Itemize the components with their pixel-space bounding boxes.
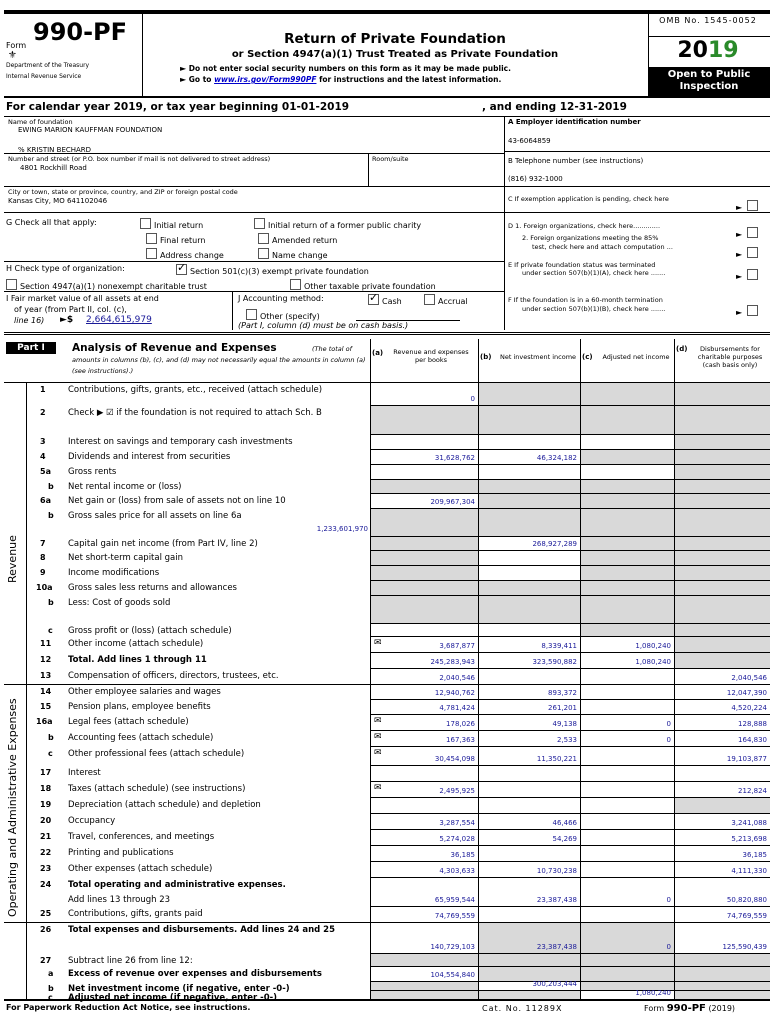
line-number: 3 — [40, 437, 46, 446]
d1-label: D 1. Foreign organizations, check here............. — [508, 222, 661, 230]
amount-col-d: 19,103,877 — [726, 755, 767, 763]
c-label: C If exemption application is pending, check here — [508, 195, 669, 203]
amount-col-c: 1,080,240 — [635, 989, 671, 997]
amount-col-b: 8,339,411 — [541, 642, 577, 650]
amount-col-b: 46,466 — [552, 819, 577, 827]
row-rule — [370, 813, 770, 814]
shaded-cell — [581, 406, 674, 434]
line-label: Subtract line 26 from line 12: — [68, 956, 193, 966]
attachment-icon[interactable]: ✉ — [374, 732, 382, 742]
line-number: 4 — [40, 452, 46, 461]
line-label: Less: Cost of goods sold — [68, 598, 171, 608]
amount-col-a: 31,628,762 — [434, 454, 475, 462]
shaded-cell — [479, 991, 580, 999]
line-label: Legal fees (attach schedule) — [68, 717, 189, 727]
form-label: Form — [6, 41, 27, 50]
line-number: 7 — [40, 539, 46, 548]
shaded-cell — [581, 566, 674, 580]
shaded-cell — [675, 982, 770, 990]
amount-col-d: 36,185 — [742, 851, 767, 859]
shaded-cell — [581, 551, 674, 565]
row-rule — [370, 781, 770, 782]
col-b-tag: (b) — [480, 353, 492, 361]
amount-col-b: 261,201 — [548, 704, 577, 712]
amount-col-a: 140,729,103 — [430, 943, 475, 951]
amount-col-d: 74,769,559 — [726, 912, 767, 920]
part-label: Part I — [6, 342, 56, 354]
row-rule — [370, 668, 770, 669]
col-d-header: Disbursements for charitable purposes (cash basis only) — [697, 345, 763, 369]
amount-col-c: 0 — [666, 736, 671, 744]
line-number: b — [48, 598, 54, 607]
amount-col-d: 50,820,880 — [726, 896, 767, 904]
amount-col-c: 1,080,240 — [635, 658, 671, 666]
line-label: Net investment income (if negative, enter -0-) — [68, 984, 290, 994]
line-number: c — [48, 626, 53, 635]
initial-former-check[interactable]: Initial return of a former public charity — [254, 218, 421, 230]
amount-col-d: 128,888 — [738, 720, 767, 728]
dept-line2: Internal Revenue Service — [6, 73, 82, 80]
city-state-zip: Kansas City, MO 641102046 — [8, 197, 108, 205]
line-label: Adjusted net income (if negative, enter -0-) — [68, 993, 278, 1003]
form-subtitle: or Section 4947(a)(1) Trust Treated as Private Foundation — [231, 49, 559, 60]
line-number: 16a — [36, 717, 53, 726]
shaded-cell — [479, 596, 580, 623]
amount-col-a: 2,495,925 — [439, 787, 475, 795]
amount-col-d: 4,111,330 — [731, 867, 767, 875]
line-label: Travel, conferences, and meetings — [68, 832, 215, 842]
line-label: Income modifications — [68, 568, 160, 578]
shaded-cell — [675, 435, 770, 449]
line-label: Accounting fees (attach schedule) — [68, 733, 214, 743]
shaded-cell — [675, 480, 770, 493]
h-label: H Check type of organization: — [6, 264, 125, 273]
line-label: Contributions, gifts, grants, etc., received (attach schedule) — [68, 385, 323, 395]
g-label: G Check all that apply: — [6, 218, 97, 227]
shaded-cell — [479, 509, 580, 536]
row-rule — [370, 845, 770, 846]
h-other-check[interactable]: Other taxable private foundation — [290, 279, 436, 291]
city-label: City or town, state or province, country, and ZIP or foreign postal code — [8, 188, 238, 196]
line-label-cont: Add lines 13 through 23 — [68, 895, 171, 905]
col-a-header: Revenue and expenses per books — [393, 348, 469, 364]
shaded-cell — [675, 967, 770, 981]
d2-label-2: test, check here and attach computation ... — [532, 243, 673, 251]
line-number: 13 — [40, 671, 52, 680]
line-number: 19 — [40, 800, 52, 809]
d2-checkbox[interactable]: ► — [736, 242, 761, 261]
irs-link[interactable]: www.irs.gov/Form990PF — [214, 75, 317, 84]
shaded-cell — [371, 537, 478, 550]
row-rule — [370, 730, 770, 731]
tax-year-end: , and ending 12-31-2019 — [482, 101, 627, 113]
i-label-2: of year (from Part II, col. (c), — [14, 305, 127, 314]
footer-cat-number: Cat. No. 11289X — [482, 1004, 563, 1013]
line-number: 24 — [40, 880, 52, 889]
tax-year: 2019 — [677, 38, 739, 63]
shaded-cell — [675, 566, 770, 580]
amount-col-a: 65,959,544 — [434, 896, 475, 904]
row-rule — [370, 746, 770, 747]
shaded-cell — [371, 406, 478, 434]
line-label: Other income (attach schedule) — [68, 639, 204, 649]
side-label-revenue: Revenue — [6, 535, 19, 583]
amount-col-a: 0 — [470, 395, 475, 403]
line-label: Interest on savings and temporary cash investments — [68, 437, 293, 447]
amount-col-a: 245,283,943 — [430, 658, 475, 666]
dept-line1: Department of the Treasury — [6, 62, 90, 69]
shaded-cell — [581, 596, 674, 623]
line-label: Net short-term capital gain — [68, 553, 184, 563]
j-cash-check[interactable]: ✓ Cash — [368, 294, 402, 306]
amount-col-a: 4,303,633 — [439, 867, 475, 875]
shaded-cell — [675, 798, 770, 813]
amount-col-d: 3,241,088 — [731, 819, 767, 827]
amount-col-b: 46,324,182 — [536, 454, 577, 462]
j-label: J Accounting method: — [238, 294, 324, 303]
line-number: 5a — [40, 467, 51, 476]
shaded-cell — [479, 581, 580, 595]
e-label-2: under section 507(b)(1)(A), check here ....... — [522, 269, 666, 277]
line-number: a — [48, 969, 54, 978]
shaded-cell — [479, 480, 580, 493]
line-label: Gross profit or (loss) (attach schedule) — [68, 626, 232, 636]
amount-col-b: 11,350,221 — [536, 755, 577, 763]
name-change-check[interactable]: Name change — [258, 248, 328, 260]
footer-form-id: Form 990-PF (2019) — [644, 1003, 736, 1014]
amount-col-b: 893,372 — [548, 689, 577, 697]
line-label: Printing and publications — [68, 848, 174, 858]
line-number: b — [48, 733, 54, 742]
shaded-cell — [675, 581, 770, 595]
col-d-tag: (d) — [676, 345, 688, 353]
phone-label: B Telephone number (see instructions) — [508, 157, 644, 165]
line-number: 26 — [40, 925, 52, 934]
shaded-cell — [581, 967, 674, 981]
amount-col-a: 12,940,762 — [434, 689, 475, 697]
initial-return-check[interactable]: Initial return — [140, 218, 203, 230]
ein-label: A Employer identification number — [508, 118, 641, 126]
row-rule — [370, 877, 770, 878]
form-title: Return of Private Foundation — [284, 31, 506, 47]
shaded-cell — [479, 494, 580, 508]
line-label: Net rental income or (loss) — [68, 482, 182, 492]
shaded-cell — [479, 954, 580, 966]
amount-col-a: 30,454,098 — [434, 755, 475, 763]
shaded-cell — [675, 653, 770, 668]
line-number: 2 — [40, 408, 46, 417]
line-label: Check ▶ ☑ if the foundation is not required to attach Sch. B — [68, 408, 322, 418]
notice-instructions: ► Go to www.irs.gov/Form990PF for instructions and the latest information. — [180, 75, 502, 84]
eagle-icon: ⚜ — [8, 50, 17, 61]
line-label: Net gain or (loss) from sale of assets not on line 10 — [68, 496, 286, 506]
omb-number: OMB No. 1545-0052 — [659, 16, 757, 25]
amount-col-a: 5,274,028 — [439, 835, 475, 843]
line-label: Capital gain net income (from Part IV, line 2) — [68, 539, 258, 549]
shaded-cell — [675, 991, 770, 999]
f-label-2: under section 507(b)(1)(B), check here ....... — [522, 305, 666, 313]
amount-col-d: 2,040,546 — [731, 674, 767, 682]
line-number: 9 — [40, 568, 46, 577]
form-number: 990-PF — [33, 18, 128, 46]
line-number: c — [48, 749, 53, 758]
shaded-cell — [675, 537, 770, 550]
line-number: 14 — [40, 687, 52, 696]
h-501c3-check[interactable]: ✓ Section 501(c)(3) exempt private foundation — [176, 264, 369, 276]
amount-col-b: 49,138 — [552, 720, 577, 728]
line-label: Compensation of officers, directors, trustees, etc. — [68, 671, 279, 681]
name-label: Name of foundation — [8, 118, 73, 126]
shaded-cell — [371, 566, 478, 580]
amount-col-b: 323,590,882 — [532, 658, 577, 666]
shaded-cell — [581, 450, 674, 464]
part-title-note: (The total of amounts in columns (b), (c), and (d) may not necessarily equal the amounts in column (a) (see instructions).) — [72, 345, 366, 375]
fair-market-value: 2,664,615,979 — [86, 315, 152, 325]
j-accrual-check[interactable]: Accrual — [424, 294, 468, 306]
amount-col-b: 2,533 — [556, 736, 577, 744]
shaded-cell — [675, 465, 770, 479]
line-number: 10a — [36, 583, 53, 592]
h-4947-check[interactable]: Section 4947(a)(1) nonexempt charitable trust — [6, 279, 207, 291]
line-label: Excess of revenue over expenses and disbursements — [68, 969, 322, 979]
row-rule — [4, 684, 770, 685]
attachment-icon[interactable]: ✉ — [374, 783, 382, 793]
f-checkbox[interactable]: ► — [736, 300, 761, 319]
shaded-cell — [581, 537, 674, 550]
shaded-cell — [371, 954, 478, 966]
line-label: Gross sales price for all assets on line 6a — [68, 511, 242, 521]
shaded-cell — [675, 509, 770, 536]
shaded-cell — [581, 383, 674, 405]
amount-col-a: 36,185 — [450, 851, 475, 859]
attachment-icon[interactable]: ✉ — [374, 638, 382, 648]
amount-col-c: 0 — [666, 896, 671, 904]
amount-col-c: 0 — [666, 720, 671, 728]
amount-col-d: 4,520,224 — [731, 704, 767, 712]
line-number: b — [48, 984, 54, 993]
line-label: Dividends and interest from securities — [68, 452, 231, 462]
i-label-1: I Fair market value of all assets at end — [6, 294, 159, 303]
line-number: 17 — [40, 768, 52, 777]
line-number: b — [48, 482, 54, 491]
top-rule — [4, 10, 770, 14]
ein-value: 43-6064859 — [508, 137, 551, 145]
col-c-tag: (c) — [582, 353, 593, 361]
attachment-icon[interactable]: ✉ — [374, 748, 382, 758]
street-label: Number and street (or P.O. box number if mail is not delivered to street address) — [8, 155, 271, 163]
j-note: (Part I, column (d) must be on cash basis.) — [238, 321, 409, 330]
shaded-cell — [675, 624, 770, 636]
foundation-name: EWING MARION KAUFFMAN FOUNDATION — [18, 126, 163, 134]
line-number: 20 — [40, 816, 52, 825]
shaded-cell — [581, 480, 674, 493]
shaded-cell — [371, 581, 478, 595]
amount-col-b: 54,269 — [552, 835, 577, 843]
shaded-cell — [581, 954, 674, 966]
amount-col-d: 212,824 — [738, 787, 767, 795]
line-number: 27 — [40, 956, 52, 965]
line-label: Other professional fees (attach schedule) — [68, 749, 245, 759]
shaded-cell — [675, 406, 770, 434]
open-to-public-badge: Open to Public Inspection — [648, 67, 770, 96]
f-label-1: F If the foundation is in a 60-month termination — [508, 296, 663, 304]
part-title: Analysis of Revenue and Expenses — [72, 342, 277, 354]
amount-col-d: 12,047,390 — [726, 689, 767, 697]
shaded-cell — [675, 494, 770, 508]
attachment-icon[interactable]: ✉ — [374, 716, 382, 726]
side-label-expenses: Operating and Administrative Expenses — [6, 698, 19, 917]
amended-return-check[interactable]: Amended return — [258, 233, 337, 245]
line-number: 25 — [40, 909, 52, 918]
e-checkbox[interactable]: ► — [736, 264, 761, 283]
amount-col-a: 104,554,840 — [430, 971, 475, 979]
col-b-header: Net investment income — [499, 353, 577, 361]
shaded-cell — [675, 551, 770, 565]
shaded-cell — [371, 982, 478, 990]
d1-checkbox[interactable]: ► — [736, 222, 761, 241]
amount-col-a: 178,026 — [446, 720, 475, 728]
shaded-cell — [675, 637, 770, 652]
line-number: 11 — [40, 639, 52, 648]
line-label: Total expenses and disbursements. Add lines 24 and 25 — [68, 925, 336, 935]
amount-col-b: 268,927,289 — [532, 540, 577, 548]
line-label: Depreciation (attach schedule) and depletion — [68, 800, 261, 810]
room-label: Room/suite — [372, 155, 409, 163]
amount-col-d: 125,590,439 — [722, 943, 767, 951]
line-label: Total. Add lines 1 through 11 — [68, 655, 207, 665]
shaded-cell — [371, 480, 478, 493]
amount-col-a: 2,040,546 — [439, 674, 475, 682]
amount-col-b: 23,387,438 — [536, 896, 577, 904]
line-number: 15 — [40, 702, 52, 711]
amount-col-d: 5,213,698 — [731, 835, 767, 843]
line-label: Gross rents — [68, 467, 117, 477]
line-number: 18 — [40, 784, 52, 793]
row-rule — [370, 829, 770, 830]
shaded-cell — [371, 596, 478, 623]
row-rule — [370, 861, 770, 862]
e-label-1: E If private foundation status was terminated — [508, 261, 656, 269]
amount-col-c: 0 — [666, 943, 671, 951]
amount-col-a: 209,967,304 — [430, 498, 475, 506]
line-label: Other employee salaries and wages — [68, 687, 221, 697]
line-label: Contributions, gifts, grants paid — [68, 909, 203, 919]
line-number: b — [48, 511, 54, 520]
line-number: 21 — [40, 832, 52, 841]
line-label: Interest — [68, 768, 101, 778]
address-change-check[interactable]: Address change — [146, 248, 224, 260]
shaded-cell — [371, 509, 478, 536]
shaded-cell — [581, 494, 674, 508]
street-address: 4801 Rockhill Road — [20, 164, 87, 172]
amount-col-b: 300,203,444 — [532, 980, 577, 988]
shaded-cell — [371, 551, 478, 565]
line-number: 22 — [40, 848, 52, 857]
i-label-3: line 16) — [14, 316, 45, 325]
notice-ssn: ► Do not enter social security numbers on this form as it may be made public. — [180, 64, 511, 73]
row-rule — [370, 765, 770, 766]
shaded-cell — [675, 596, 770, 623]
shaded-cell — [675, 450, 770, 464]
footer-paperwork: For Paperwork Reduction Act Notice, see instructions. — [6, 1003, 251, 1012]
shaded-cell — [581, 509, 674, 536]
line-label: Taxes (attach schedule) (see instructions) — [68, 784, 246, 794]
shaded-cell — [581, 581, 674, 595]
line-number: c — [48, 993, 53, 1002]
amount-col-a: 74,769,559 — [434, 912, 475, 920]
shaded-cell — [479, 383, 580, 405]
line-label: Total operating and administrative expenses. — [68, 880, 286, 890]
amount-col-b: 10,730,238 — [536, 867, 577, 875]
shaded-cell — [479, 406, 580, 434]
line-number: 12 — [40, 655, 52, 664]
shaded-cell — [675, 954, 770, 966]
amount-col-d: 164,830 — [738, 736, 767, 744]
amount-col-a: 4,781,424 — [439, 704, 475, 712]
shaded-cell — [479, 967, 580, 981]
i-dollar-icon: ►$ — [60, 315, 74, 325]
col-a-tag: (a) — [372, 349, 384, 357]
d2-label-1: 2. Foreign organizations meeting the 85% — [522, 234, 659, 242]
shaded-cell — [581, 624, 674, 636]
final-return-check[interactable]: Final return — [146, 233, 205, 245]
row-rule — [370, 714, 770, 715]
c-checkbox[interactable]: ► — [736, 195, 761, 214]
row-rule — [370, 699, 770, 700]
row-rule — [370, 906, 770, 907]
line-number: 1 — [40, 385, 46, 394]
j-other-check[interactable]: Other (specify) — [246, 309, 320, 321]
line-label: Gross sales less returns and allowances — [68, 583, 237, 593]
amount-col-a: 3,687,877 — [439, 642, 475, 650]
col-c-header: Adjusted net income — [602, 353, 670, 361]
amount-col-a: 3,287,554 — [439, 819, 475, 827]
calendar-year-line: For calendar year 2019, or tax year beginning 01-01-2019 — [6, 101, 350, 113]
phone-value: (816) 932-1000 — [508, 175, 563, 183]
line-label: Other expenses (attach schedule) — [68, 864, 213, 874]
amount-col-b: 23,387,438 — [536, 943, 577, 951]
line-number: 23 — [40, 864, 52, 873]
care-of: % KRISTIN BECHARD — [18, 146, 92, 154]
inline-amount: 1,233,601,970 — [316, 525, 368, 533]
amount-col-a: 167,363 — [446, 736, 475, 744]
line-number: 6a — [40, 496, 51, 505]
amount-col-c: 1,080,240 — [635, 642, 671, 650]
line-label: Pension plans, employee benefits — [68, 702, 211, 712]
line-number: 8 — [40, 553, 46, 562]
line-label: Occupancy — [68, 816, 116, 826]
shaded-cell — [371, 991, 478, 999]
shaded-cell — [675, 383, 770, 405]
